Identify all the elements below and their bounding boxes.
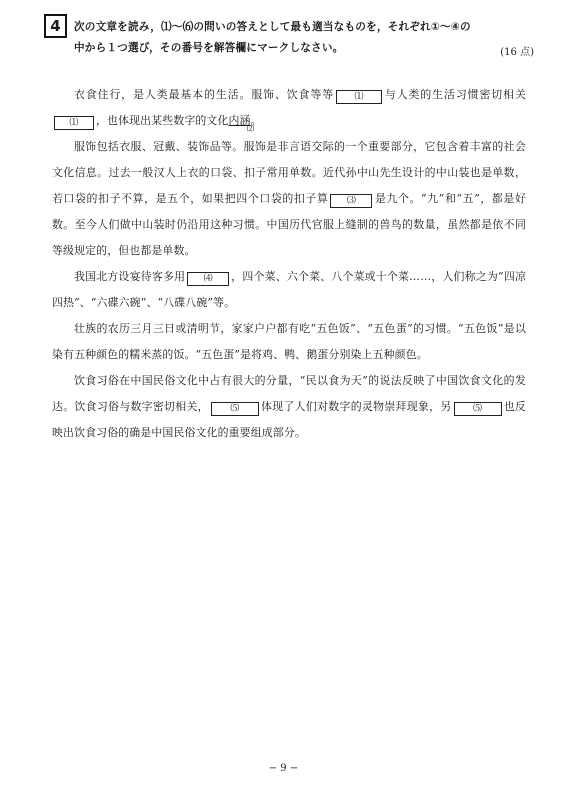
paragraph-text: ，四个菜、六个菜、八个菜或十个菜……，人们称之为“四凉四热”、“六碟六碗”、“八碟八碗”等。 (52, 270, 526, 309)
paragraph-text: 服饰包括衣服、冠戴、装饰品等。服饰是非言语交际的一个重要部分，它包含着丰富的社会文化信息。过去一般汉人上衣的口袋、扣子常用单数。近代孙中山先生设计的中山装也是单数，若口袋的扣子不算，是五个，如果把四个口袋的扣子算 (52, 140, 526, 205)
paragraph-text: ，也体现出某些数字的文化 (96, 114, 229, 127)
paragraph-3 (52, 264, 526, 316)
reading-passage (52, 82, 526, 446)
blank-box-1: ⑴ (336, 90, 382, 104)
question-instruction (74, 17, 529, 59)
question-points: (16 点) (500, 47, 534, 58)
underlined-term (228, 114, 255, 133)
underline-question-number: ⑵ (246, 124, 255, 133)
paragraph-text: 也反映出饮食习俗的确是中国民俗文化的重要组成部分。 (52, 400, 526, 439)
paragraph-5 (52, 368, 526, 446)
page-number: − 9 − (268, 763, 299, 774)
blank-box-1: ⑴ (54, 116, 94, 130)
paragraph-text: 体现了人们对数字的灵物崇拜现象，另 (260, 400, 452, 413)
instruction-line-1: 次の文章を読み，⑴〜⑹の問いの答えとして最も適当なものを，それぞれ①〜④の (74, 21, 471, 33)
blank-box-5: ⑸ (211, 402, 259, 416)
paragraph-text: 。 (250, 114, 262, 127)
instruction-line-2: 中から１つ選び，その番号を解答欄にマークしなさい。 (74, 42, 344, 54)
blank-box-5: ⑸ (454, 402, 502, 416)
paragraph-text: 饮食习俗在中国民俗文化中占有很大的分量，“民以食为天”的说法反映了中国饮食文化的发达。饮食习俗与数字密切相关， (52, 374, 526, 413)
paragraph-1 (52, 82, 526, 134)
paragraph-text: 与人类的生活习惯密切相关 (384, 88, 526, 101)
paragraph-text: 是九个。“九”和“五”，都是好数。至今人们做中山装时仍沿用这种习惯。中国历代官服上缝制的兽鸟的数量，虽然都是依不同等级规定的，但也都是单数。 (52, 192, 526, 257)
paragraph-text: 衣食住行，是人类最基本的生活。服饰、饮食等等 (74, 88, 335, 101)
paragraph-text: 壮族的农历三月三日或清明节，家家户户都有吃“五色饭”、“五色蛋”的习惯。“五色饭”是以染有五种颜色的糯米蒸的饭。“五色蛋”是将鸡、鸭、鹅蛋分别染上五种颜色。 (52, 322, 526, 361)
question-number-box: 4 (44, 14, 67, 38)
paragraph-text: 我国北方设宴待客多用 (74, 270, 186, 283)
blank-box-3: ⑶ (330, 194, 372, 208)
underlined-word: 内涵 (228, 114, 251, 127)
paragraph-4 (52, 316, 526, 368)
blank-box-4: ⑷ (187, 272, 229, 286)
paragraph-2 (52, 134, 526, 264)
